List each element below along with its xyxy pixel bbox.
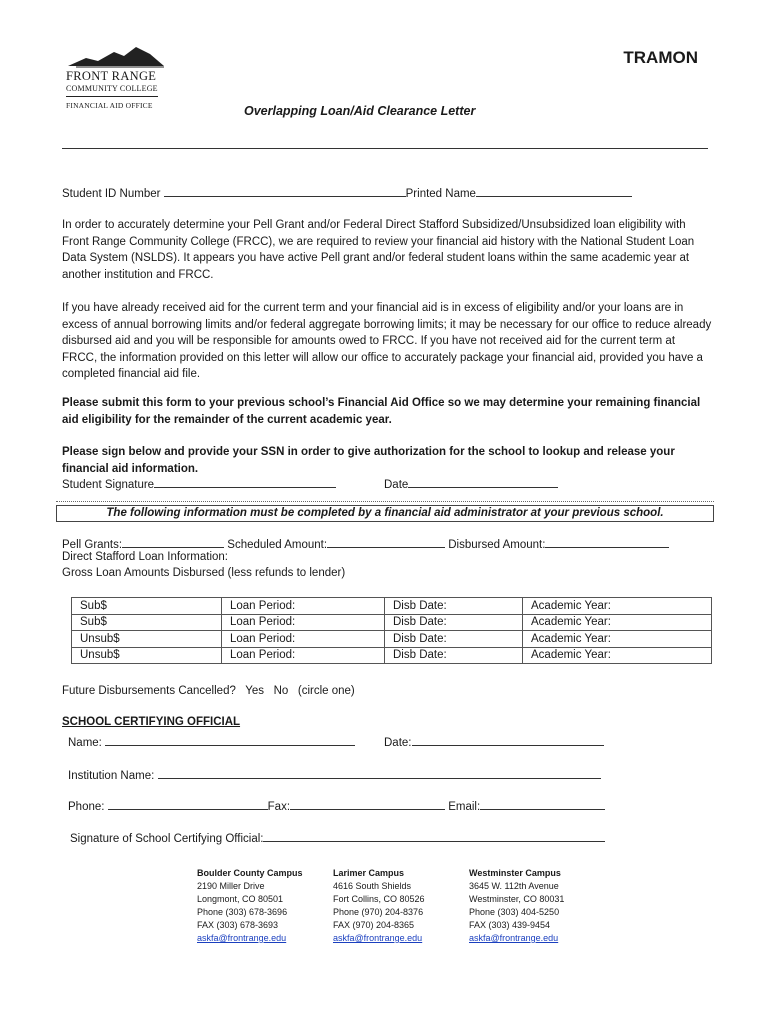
logo-line-2: COMMUNITY COLLEGE	[66, 84, 158, 93]
loans-table	[71, 597, 712, 664]
dotted-separator	[56, 501, 714, 502]
campus-fax: FAX (303) 439-9454	[469, 920, 551, 930]
official-signature-label: Signature of School Certifying Official:	[70, 833, 264, 845]
campus-address: 3645 W. 112th Avenue	[469, 881, 559, 891]
official-signature-line	[70, 830, 605, 845]
campus-boulder	[197, 867, 303, 945]
student-signature-field[interactable]	[154, 476, 336, 488]
pell-line	[62, 536, 669, 551]
loan-type-cell[interactable]: Sub$	[72, 598, 222, 615]
campus-westminster	[469, 867, 564, 945]
student-date-field[interactable]	[408, 476, 558, 488]
loan-period-cell[interactable]: Loan Period:	[222, 631, 385, 648]
student-id-label: Student ID Number	[62, 188, 161, 200]
phone-field[interactable]	[108, 798, 268, 810]
campus-name: Boulder County Campus	[197, 868, 303, 878]
campus-phone: Phone (970) 204-8376	[333, 907, 424, 917]
disb-date-cell[interactable]: Disb Date:	[385, 631, 523, 648]
loan-type-cell[interactable]: Sub$	[72, 614, 222, 631]
official-date-label: Date:	[384, 737, 412, 749]
official-name-line	[68, 734, 355, 749]
logo-line-3: FINANCIAL AID OFFICE	[66, 101, 153, 110]
student-info-line	[62, 185, 632, 200]
disb-date-cell[interactable]: Disb Date:	[385, 647, 523, 664]
campus-phone: Phone (303) 404-5250	[469, 907, 560, 917]
loan-period-cell[interactable]: Loan Period:	[222, 647, 385, 664]
disbursed-amount-field[interactable]	[545, 536, 669, 548]
paragraph-2: If you have already received aid for the current term and your financial aid is in excess of eligibility and/or your loans are in excess of annual borrowing limits and/or federal aggregate borrowing limits; it may be necessary for our office to reduce already disbursed aid and you will be responsible for amounts owed to FRCC. If you have not received aid for the current term at FRCC, the information provided on this letter will allow our office to accurately package your financial aid, provided you have a completed financial aid file.	[62, 302, 712, 380]
disb-date-cell[interactable]: Disb Date:	[385, 598, 523, 615]
college-logo	[66, 44, 196, 110]
loan-period-cell[interactable]: Loan Period:	[222, 614, 385, 631]
scheduled-amount-label: Scheduled Amount:	[227, 539, 328, 551]
campus-name: Westminster Campus	[469, 868, 561, 878]
table-row	[72, 598, 712, 615]
printed-name-field[interactable]	[476, 185, 632, 197]
paragraph-4: Please sign below and provide your SSN in order to give authorization for the school to lookup and release your financial aid information.	[62, 446, 675, 475]
student-date-line	[384, 476, 558, 491]
logo-divider	[66, 96, 158, 97]
official-date-field[interactable]	[412, 734, 604, 746]
campus-fax: FAX (970) 204-8365	[333, 920, 415, 930]
official-date-line	[384, 734, 604, 749]
student-signature-line	[62, 476, 336, 491]
campus-city: Longmont, CO 80501	[197, 894, 284, 904]
fax-field[interactable]	[290, 798, 445, 810]
official-name-label: Name:	[68, 737, 102, 749]
stafford-label: Direct Stafford Loan Information:	[62, 551, 228, 563]
header-rule	[62, 148, 708, 149]
campus-name: Larimer Campus	[333, 868, 405, 878]
campus-email-link[interactable]: askfa@frontrange.edu	[469, 933, 559, 943]
fax-label: Fax:	[267, 801, 291, 813]
campus-phone: Phone (303) 678-3696	[197, 907, 288, 917]
official-heading: SCHOOL CERTIFYING OFFICIAL	[62, 716, 241, 728]
academic-year-cell[interactable]: Academic Year:	[523, 598, 712, 615]
disbursed-amount-label: Disbursed Amount:	[448, 539, 546, 551]
table-row	[72, 647, 712, 664]
loan-type-cell[interactable]: Unsub$	[72, 647, 222, 664]
scheduled-amount-field[interactable]	[327, 536, 445, 548]
paragraph-3: Please submit this form to your previous school’s Financial Aid Office so we may determine your remaining financial aid eligibility for the remainder of the current academic year.	[62, 397, 701, 426]
student-signature-label: Student Signature	[62, 479, 155, 491]
campus-address: 4616 South Shields	[333, 881, 412, 891]
academic-year-cell[interactable]: Academic Year:	[523, 647, 712, 664]
campus-fax: FAX (303) 678-3693	[197, 920, 279, 930]
institution-label: Institution Name:	[68, 770, 155, 782]
form-code: TRAMON	[623, 48, 698, 67]
campus-address: 2190 Miller Drive	[197, 881, 265, 891]
mountain-logo-icon	[66, 44, 166, 68]
printed-name-label: Printed Name	[405, 188, 476, 200]
table-row	[72, 614, 712, 631]
paragraph-1: In order to accurately determine your Pell Grant and/or Federal Direct Stafford Subsidized/Unsubsidized loan eligibility with Front Range Community College (FRCC), we are required to review your financial aid history with the National Student Loan Data System (NSLDS). It appears you have active Pell grant and/or federal student loans within the same academic year at another institution and FRCC.	[62, 219, 695, 281]
logo-line-1: FRONT RANGE	[66, 69, 157, 83]
email-label: Email:	[448, 801, 481, 813]
academic-year-cell[interactable]: Academic Year:	[523, 614, 712, 631]
page-title: Overlapping Loan/Aid Clearance Letter	[244, 104, 476, 118]
campus-city: Fort Collins, CO 80526	[333, 894, 425, 904]
email-field[interactable]	[480, 798, 605, 810]
campus-email-link[interactable]: askfa@frontrange.edu	[197, 933, 287, 943]
admin-notice: The following information must be completed by a financial aid administrator at your previous school.	[56, 505, 714, 522]
student-id-field[interactable]	[164, 185, 406, 197]
loan-type-cell[interactable]: Unsub$	[72, 631, 222, 648]
pell-grants-field[interactable]	[122, 536, 224, 548]
phone-label: Phone:	[68, 801, 105, 813]
student-date-label: Date	[384, 479, 409, 491]
institution-field[interactable]	[158, 767, 601, 779]
institution-line	[68, 767, 601, 782]
disb-date-cell[interactable]: Disb Date:	[385, 614, 523, 631]
gross-label: Gross Loan Amounts Disbursed (less refunds to lender)	[62, 567, 346, 579]
campus-larimer	[333, 867, 425, 945]
loan-period-cell[interactable]: Loan Period:	[222, 598, 385, 615]
official-signature-field[interactable]	[263, 830, 605, 842]
official-name-field[interactable]	[105, 734, 355, 746]
campus-city: Westminster, CO 80031	[469, 894, 565, 904]
pell-grants-label: Pell Grants:	[62, 539, 123, 551]
contact-line	[68, 798, 605, 813]
campus-email-link[interactable]: askfa@frontrange.edu	[333, 933, 423, 943]
future-disbursements-question[interactable]: Future Disbursements Cancelled? Yes No (circle one)	[62, 685, 355, 697]
academic-year-cell[interactable]: Academic Year:	[523, 631, 712, 648]
table-row	[72, 631, 712, 648]
